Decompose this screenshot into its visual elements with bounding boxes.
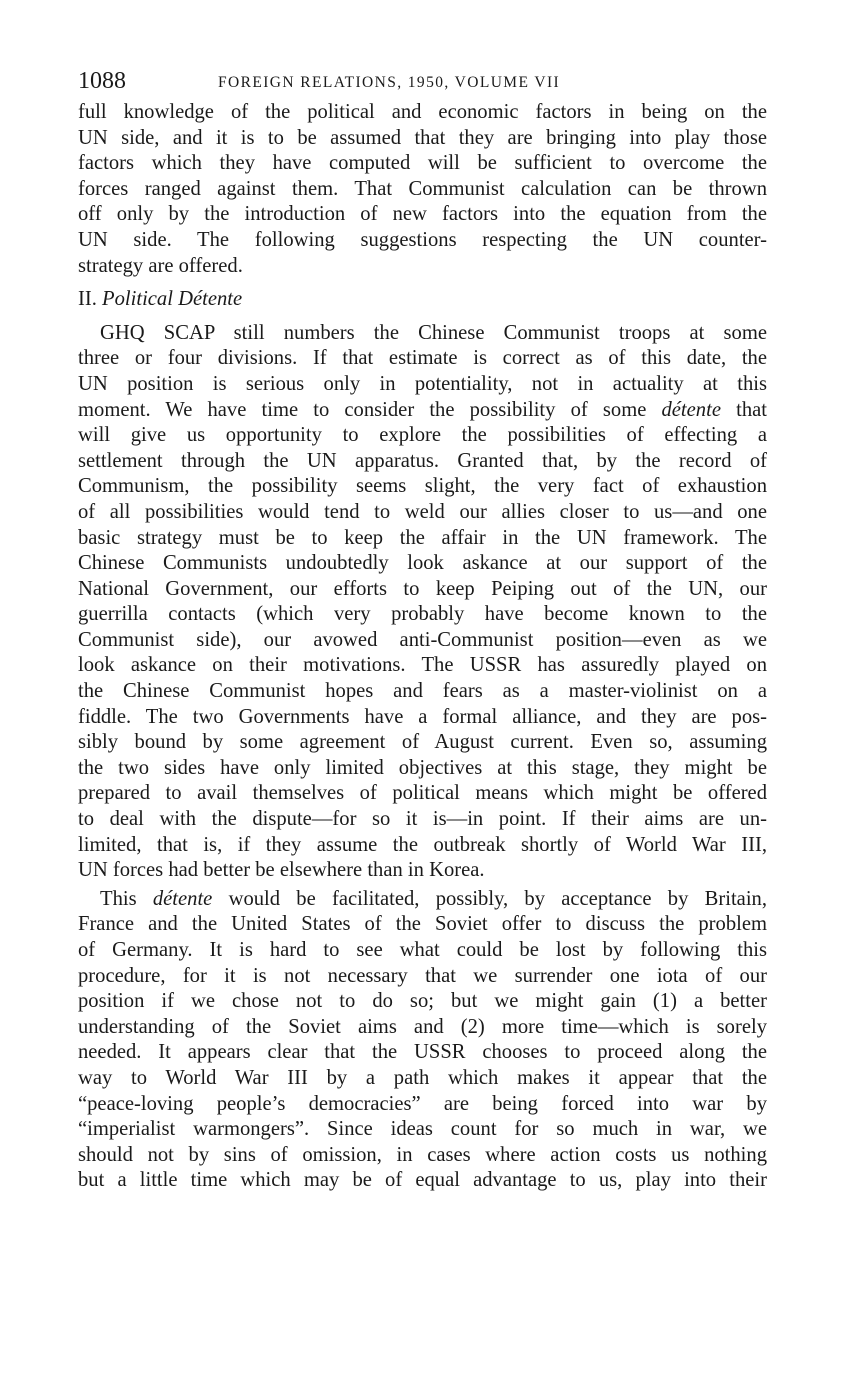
text-line: of Germany. It is hard to see what could be lost by following this bbox=[78, 939, 767, 961]
text-line: will give us opportunity to explore the possibilities of effecting a bbox=[78, 424, 767, 447]
text-line: to deal with the dispute—for so it is—in point. If their aims are un- bbox=[78, 808, 767, 831]
paragraph-ghq-scap bbox=[78, 321, 767, 884]
text-line: strategy are offered. bbox=[78, 254, 243, 277]
text-run: that bbox=[720, 398, 767, 421]
text-line: “peace-loving people’s democracies” are being forced into war by bbox=[78, 1092, 767, 1115]
page-number: 1088 bbox=[78, 68, 126, 94]
text-line: guerrilla contacts (which very probably have become known to the bbox=[78, 603, 767, 626]
text-line bbox=[78, 887, 767, 913]
section-number: II. bbox=[78, 288, 97, 311]
text-line: Chinese Communists undoubtedly look askance at our support of the bbox=[78, 552, 767, 575]
text-line: “imperialist warmongers”. Since ideas count for so much in war, we bbox=[78, 1118, 767, 1141]
section-heading bbox=[78, 287, 767, 313]
text-line: but a little time which may be of equal advantage to us, play into their bbox=[78, 1169, 767, 1192]
text-line: UN side, and it is to be assumed that they are bringing into play those bbox=[78, 126, 767, 149]
text-run: moment. We have time to consider the possibility of some bbox=[78, 398, 662, 421]
document-page bbox=[78, 62, 767, 1194]
text-line: settlement through the UN apparatus. Granted that, by the record of bbox=[78, 449, 767, 472]
text-line: way to World War III by a path which makes it appear that the bbox=[78, 1066, 767, 1089]
text-line: needed. It appears clear that the USSR chooses to proceed along the bbox=[78, 1041, 767, 1064]
text-line: France and the United States of the Soviet offer to discuss the problem bbox=[78, 913, 767, 936]
text-line: basic strategy must be to keep the affair in the UN framework. The bbox=[78, 526, 767, 549]
text-run: would be facilitated, possibly, by acceptance by Britain, bbox=[212, 887, 767, 910]
text-line: should not by sins of omission, in cases where action costs us nothing bbox=[78, 1143, 767, 1166]
text-line: understanding of the Soviet aims and (2) more time—which is sorely bbox=[78, 1015, 767, 1038]
paragraph-continuation bbox=[78, 100, 767, 279]
text-line: Communist side), our avowed anti-Communist position—even as we bbox=[78, 628, 767, 651]
text-line: UN forces had better be elsewhere than in Korea. bbox=[78, 859, 485, 882]
running-header bbox=[78, 62, 767, 100]
text-run: This bbox=[100, 887, 153, 910]
text-line: GHQ SCAP still numbers the Chinese Communist troops at some bbox=[100, 321, 767, 344]
text-line: off only by the introduction of new factors into the equation from the bbox=[78, 203, 767, 226]
text-line: of all possibilities would tend to weld our allies closer to us—and one bbox=[78, 500, 767, 523]
text-line: National Government, our efforts to keep Peiping out of the UN, our bbox=[78, 577, 767, 600]
text-line: Communism, the possibility seems slight, the very fact of exhaustion bbox=[78, 475, 767, 498]
text-line: procedure, for it is not necessary that we surrender one iota of our bbox=[78, 964, 767, 987]
text-line: forces ranged against them. That Communist calculation can be thrown bbox=[78, 177, 767, 200]
text-line: fiddle. The two Governments have a formal alliance, and they are pos- bbox=[78, 705, 767, 728]
text-line: factors which they have computed will be sufficient to overcome the bbox=[78, 152, 767, 175]
italic-term: détente bbox=[661, 398, 721, 421]
text-line: prepared to avail themselves of political means which might be offered bbox=[78, 782, 767, 805]
text-line: the Chinese Communist hopes and fears as a master-violinist on a bbox=[78, 680, 767, 703]
italic-term: détente bbox=[152, 887, 213, 910]
text-line: full knowledge of the political and economic factors in being on the bbox=[78, 101, 767, 123]
text-line: sibly bound by some agreement of August current. Even so, assuming bbox=[78, 731, 767, 754]
text-line: UN position is serious only in potentiality, not in actuality at this bbox=[78, 372, 767, 395]
running-title: FOREIGN RELATIONS, 1950, VOLUME VII bbox=[218, 74, 561, 91]
text-line: limited, that is, if they assume the outbreak shortly of World War III, bbox=[78, 833, 767, 856]
text-line: UN side. The following suggestions respecting the UN counter- bbox=[78, 228, 767, 251]
text-line: three or four divisions. If that estimate is correct as of this date, the bbox=[78, 347, 767, 370]
section-title: Political Détente bbox=[102, 288, 243, 311]
text-line: position if we chose not to do so; but we might gain (1) a better bbox=[78, 990, 767, 1013]
text-line bbox=[78, 398, 767, 424]
text-line: look askance on their motivations. The USSR has assuredly played on bbox=[78, 654, 767, 677]
paragraph-detente bbox=[78, 887, 767, 1194]
text-line: the two sides have only limited objectives at this stage, they might be bbox=[78, 756, 767, 779]
